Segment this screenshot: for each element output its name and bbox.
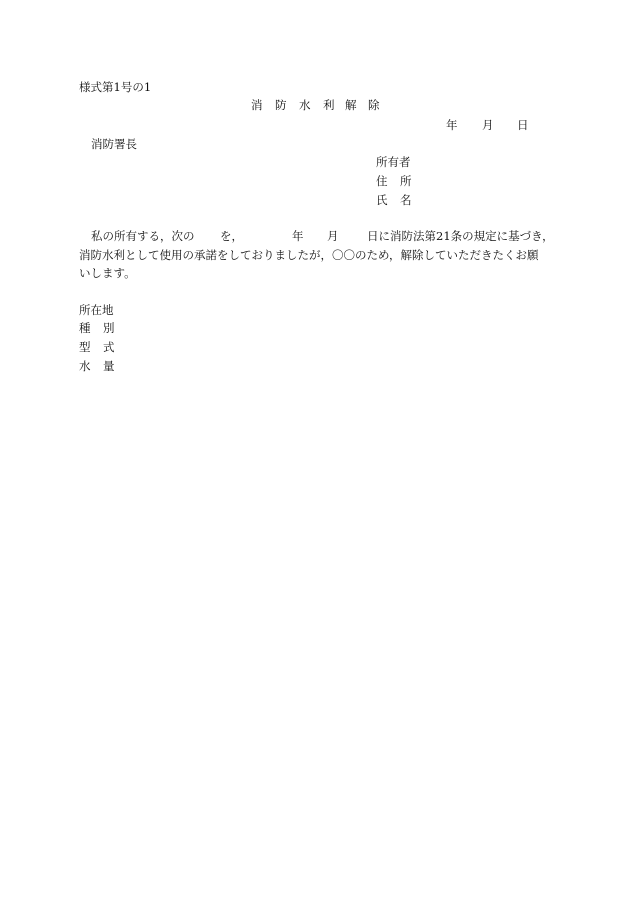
form-number: 様式第1号の1 bbox=[79, 80, 152, 94]
item-location-label: 所在地 bbox=[79, 303, 114, 317]
item-water-volume-label-char: 水 bbox=[79, 359, 91, 373]
body-text-part: 年 bbox=[292, 229, 304, 243]
body-text-part: 私の所有する，次の bbox=[91, 229, 195, 243]
body-text-part: 日に消防法第21条の規定に基づき， bbox=[367, 229, 554, 243]
title-char: 水 bbox=[299, 98, 311, 112]
item-water-volume-label-char: 量 bbox=[103, 359, 115, 373]
address-label-char: 所 bbox=[400, 174, 412, 188]
document-title bbox=[251, 98, 380, 192]
item-model-label-char: 型 bbox=[79, 340, 91, 354]
title-char: 消 bbox=[251, 98, 263, 112]
date-year: 年 bbox=[446, 118, 458, 132]
body-text-part: を， bbox=[220, 229, 243, 243]
title-char: 解 bbox=[345, 98, 357, 112]
title-char: 利 bbox=[323, 98, 335, 112]
item-model-label-char: 式 bbox=[103, 340, 115, 354]
name-label-char: 氏 bbox=[376, 193, 388, 207]
date-month: 月 bbox=[482, 118, 494, 132]
body-text-line: 消防水利として使用の承諾をしておりましたが，〇〇のため，解除していただきたくお願 bbox=[79, 248, 539, 262]
name-label-char: 名 bbox=[400, 193, 412, 207]
addressee: 消防署長 bbox=[91, 137, 137, 151]
owner-label: 所有者 bbox=[376, 155, 411, 169]
address-label-char: 住 bbox=[376, 174, 388, 188]
title-char: 防 bbox=[275, 98, 287, 112]
body-text-part: 月 bbox=[327, 229, 339, 243]
item-type-label-char: 種 bbox=[79, 321, 91, 335]
body-text-line: いします。 bbox=[79, 266, 136, 280]
date-day: 日 bbox=[517, 118, 529, 132]
item-type-label-char: 別 bbox=[103, 321, 115, 335]
title-char: 除 bbox=[368, 98, 380, 112]
